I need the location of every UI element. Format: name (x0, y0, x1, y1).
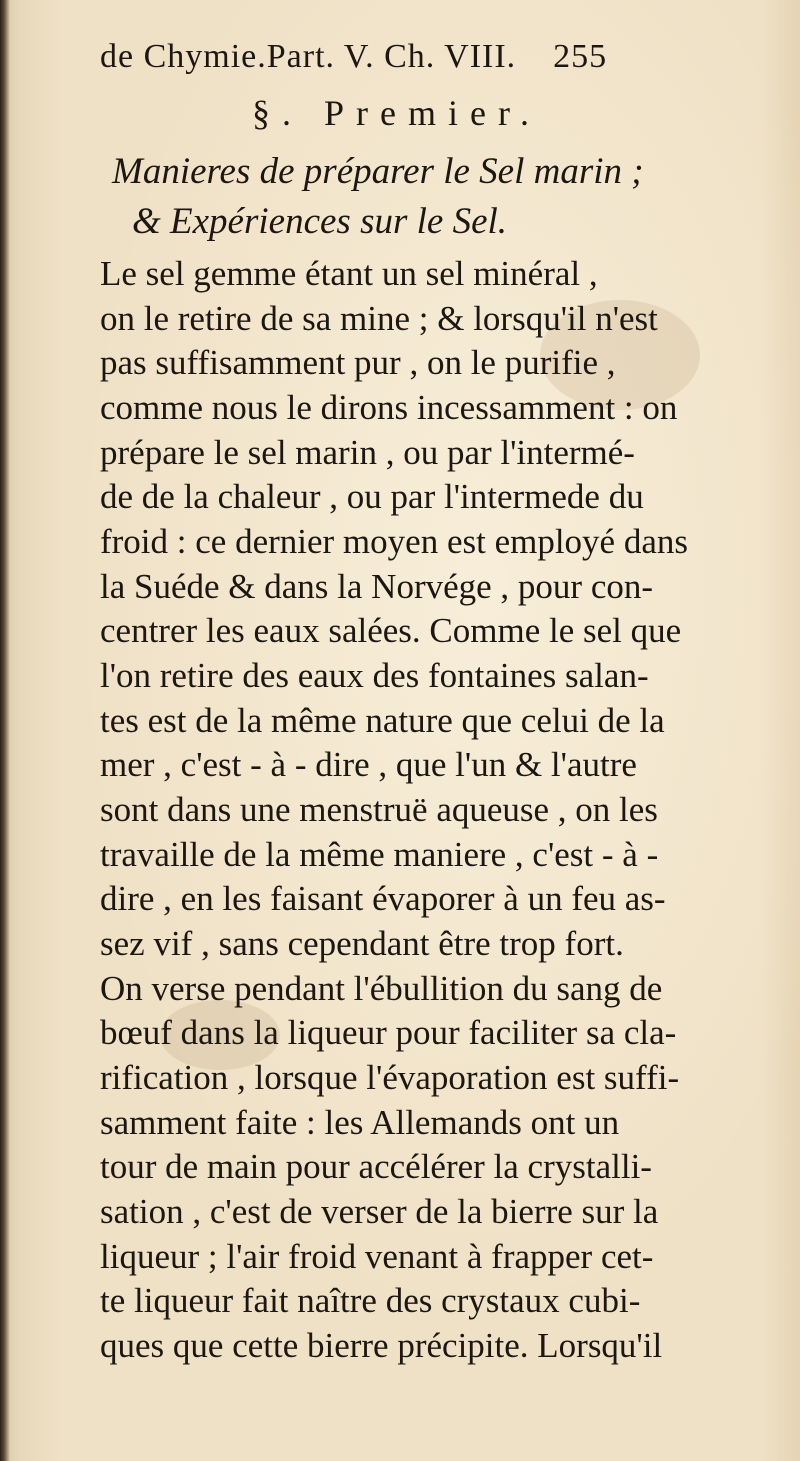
text-line: Le sel gemme étant un sel minéral , (100, 254, 598, 293)
text-line: on le retire de sa mine ; & lorsqu'il n'est (100, 299, 658, 338)
text-line: ques que cette bierre précipite. Lorsqu'il (100, 1326, 663, 1365)
text-line: liqueur ; l'air froid venant à frapper cet- (100, 1237, 654, 1276)
text-line: rification , lorsque l'évaporation est suffi- (100, 1058, 680, 1097)
text-line: tes est de la même nature que celui de la (100, 701, 665, 740)
text-line: la Suéde & dans la Norvége , pour con- (100, 567, 654, 606)
text-line: sation , c'est de verser de la bierre sur la (100, 1192, 659, 1231)
text-line: pas suffisamment pur , on le purifie , (100, 343, 616, 382)
text-line: bœuf dans la liqueur pour faciliter sa cla- (100, 1013, 677, 1052)
chapter-title-line-2: & Expériences sur le Sel. (132, 201, 508, 242)
text-line: comme nous le dirons incessamment : on (100, 388, 678, 427)
running-header (100, 38, 660, 76)
page-spine-shadow (0, 0, 10, 1461)
text-line: prépare le sel marin , ou par l'intermé- (100, 433, 635, 472)
text-line: centrer les eaux salées. Comme le sel que (100, 611, 682, 650)
text-line: tour de main pour accélérer la crystalli- (100, 1147, 652, 1186)
text-line: de de la chaleur , ou par l'intermede du (100, 477, 644, 516)
section-heading: §. Premier. (252, 93, 541, 133)
page-number: 255 (553, 38, 608, 75)
text-line: travaille de la même maniere , c'est - à - (100, 835, 659, 874)
text-line: On verse pendant l'ébullition du sang de (100, 969, 663, 1008)
text-line: dire , en les faisant évaporer à un feu as- (100, 879, 666, 918)
text-line: sont dans une menstruë aqueuse , on les (100, 790, 658, 829)
text-line: sez vif , sans cependant être trop fort. (100, 924, 624, 963)
chapter-title-line-1: Manieres de préparer le Sel marin ; (112, 151, 644, 192)
text-line: l'on retire des eaux des fontaines salan- (100, 656, 649, 695)
text-line: mer , c'est - à - dire , que l'un & l'autre (100, 745, 637, 784)
text-line: te liqueur fait naître des crystaux cubi- (100, 1281, 641, 1320)
text-line: froid : ce dernier moyen est employé dans (100, 522, 688, 561)
running-title: de Chymie.Part. V. Ch. VIII. (100, 38, 517, 75)
text-line: samment faite : les Allemands ont un (100, 1103, 620, 1142)
